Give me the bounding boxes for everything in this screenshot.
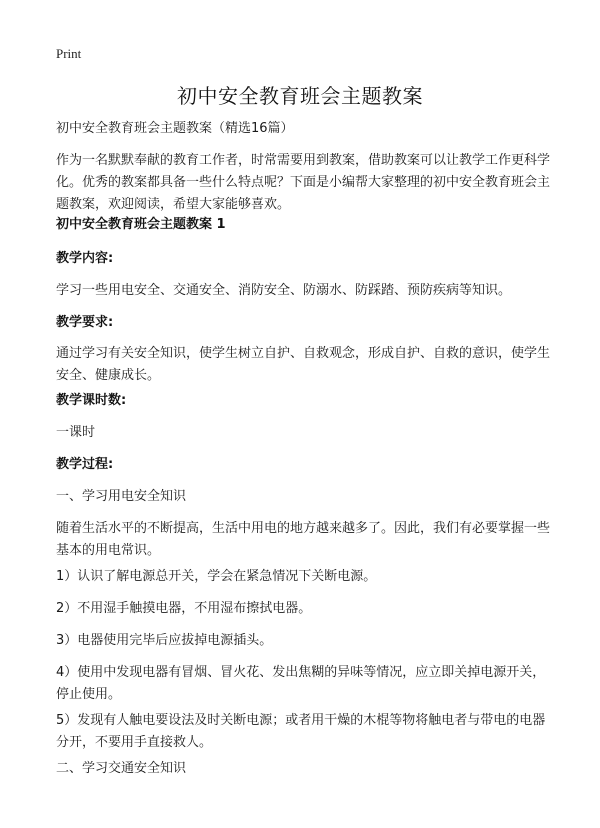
part1-title: 一、学习用电安全知识	[56, 489, 187, 504]
section-title: 初中安全教育班会主题教案 1	[56, 217, 226, 232]
requirement-text: 通过学习有关安全知识，使学生树立自护、自救观念，形成自护、自救的意识，使学生安全、健康成长。	[56, 346, 551, 383]
content-heading: 教学内容:	[56, 251, 114, 266]
document-title: 初中安全教育班会主题教案	[177, 84, 423, 108]
part1-intro: 随着生活水平的不断提高，生活中用电的地方越来越多了。因此，我们有必要掌握一些基本的用电常识。	[56, 521, 551, 558]
list-item: 1）认识了解电源总开关，学会在紧急情况下关断电源。	[56, 569, 377, 584]
content-text: 学习一些用电安全、交通安全、消防安全、防溺水、防踩踏、预防疾病等知识。	[56, 283, 512, 298]
list-item: 5）发现有人触电要设法及时关断电源；或者用干燥的木棍等物将触电者与带电的电器分开，不要用手直接救人。	[56, 713, 546, 750]
document-subtitle: 初中安全教育班会主题教案（精选16篇）	[56, 121, 294, 136]
hours-text: 一课时	[56, 425, 96, 440]
list-item: 4）使用中发现电器有冒烟、冒火花、发出焦糊的异味等情况，应立即关掉电源开关，停止使用。	[56, 665, 546, 702]
intro-paragraph: 作为一名默默奉献的教育工作者，时常需要用到教案，借助教案可以让教学工作更科学化。优秀的教案都具备一些什么特点呢？下面是小编帮大家整理的初中安全教育班会主题教案，欢迎阅读，希望大家能够喜欢。	[56, 153, 551, 212]
list-item: 3）电器使用完毕后应拔掉电源插头。	[56, 633, 273, 648]
list-item: 2）不用湿手触摸电器，不用湿布擦拭电器。	[56, 601, 312, 616]
requirement-heading: 教学要求:	[56, 315, 114, 330]
print-link[interactable]: Print	[56, 46, 82, 61]
hours-heading: 教学课时数:	[56, 393, 127, 408]
part2-title: 二、学习交通安全知识	[56, 761, 187, 776]
process-heading: 教学过程:	[56, 457, 114, 472]
